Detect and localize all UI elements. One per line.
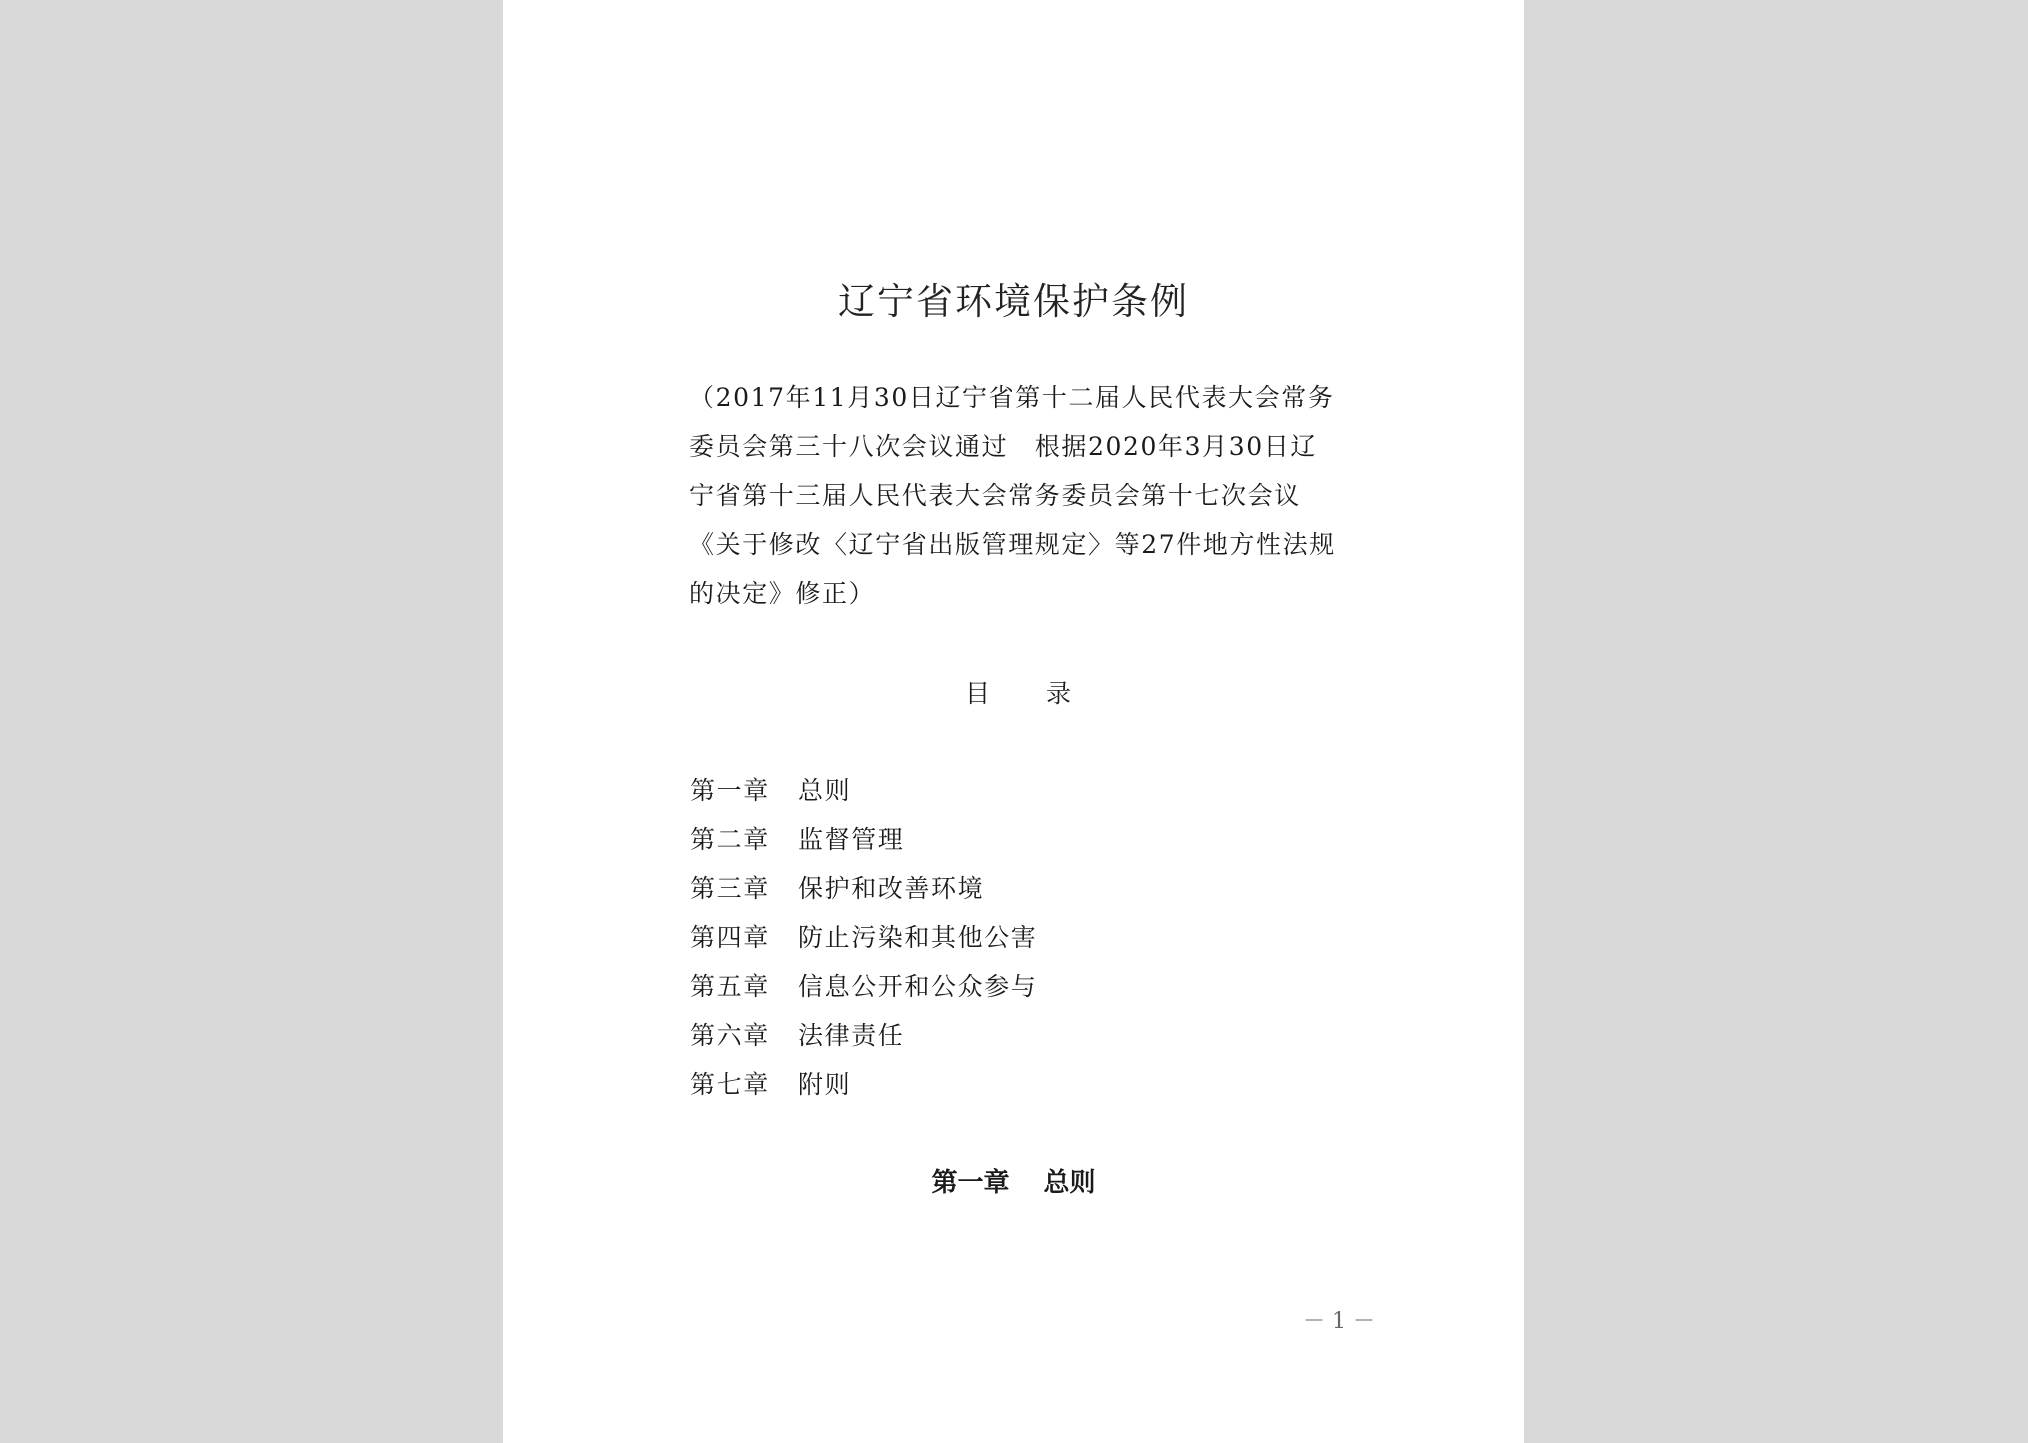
toc-chapter-title: 监督管理 — [798, 825, 905, 854]
document-page — [503, 0, 1524, 1443]
preamble-line: 宁省第十三届人民代表大会常务委员会第十七次会议 — [689, 481, 1301, 510]
toc-item — [690, 962, 1037, 1011]
toc-item — [690, 913, 1037, 962]
toc-chapter-number: 第四章 — [690, 923, 770, 952]
toc-chapter-title: 附则 — [798, 1070, 852, 1099]
toc-chapter-number: 第五章 — [690, 972, 770, 1001]
preamble-line: 委员会第三十八次会议通过 根据2020年3月30日辽 — [689, 432, 1317, 461]
toc-item — [690, 1060, 1037, 1109]
toc-chapter-number: 第七章 — [690, 1070, 770, 1099]
toc-chapter-title: 保护和改善环境 — [798, 874, 985, 903]
toc-heading — [965, 674, 1071, 710]
toc-chapter-number: 第二章 — [690, 825, 770, 854]
toc-chapter-number: 第三章 — [690, 874, 770, 903]
toc-chapter-title: 信息公开和公众参与 — [798, 972, 1038, 1001]
preamble-line: 的决定》修正） — [689, 579, 876, 608]
toc-heading-right: 录 — [1046, 679, 1072, 708]
toc-heading-left: 目 — [965, 679, 991, 708]
toc-item — [690, 815, 1037, 864]
preamble-line: （2017年11月30日辽宁省第十二届人民代表大会常务 — [689, 383, 1335, 412]
toc-chapter-title: 总则 — [798, 776, 852, 805]
toc-chapter-title: 防止污染和其他公害 — [798, 923, 1038, 952]
toc-item — [690, 1011, 1037, 1060]
chapter-heading-title: 总则 — [1043, 1168, 1096, 1198]
toc-chapter-number: 第六章 — [690, 1021, 770, 1050]
toc-item — [690, 766, 1037, 815]
page-number: － 1 － — [1303, 1309, 1375, 1334]
table-of-contents — [690, 766, 1037, 1109]
document-title: 辽宁省环境保护条例 — [838, 280, 1189, 323]
chapter-heading — [503, 1162, 1524, 1199]
toc-chapter-number: 第一章 — [690, 776, 770, 805]
toc-item — [690, 864, 1037, 913]
preamble — [689, 373, 1345, 618]
toc-chapter-title: 法律责任 — [798, 1021, 905, 1050]
chapter-heading-number: 第一章 — [931, 1168, 1010, 1198]
preamble-line: 《关于修改〈辽宁省出版管理规定〉等27件地方性法规 — [689, 530, 1336, 559]
